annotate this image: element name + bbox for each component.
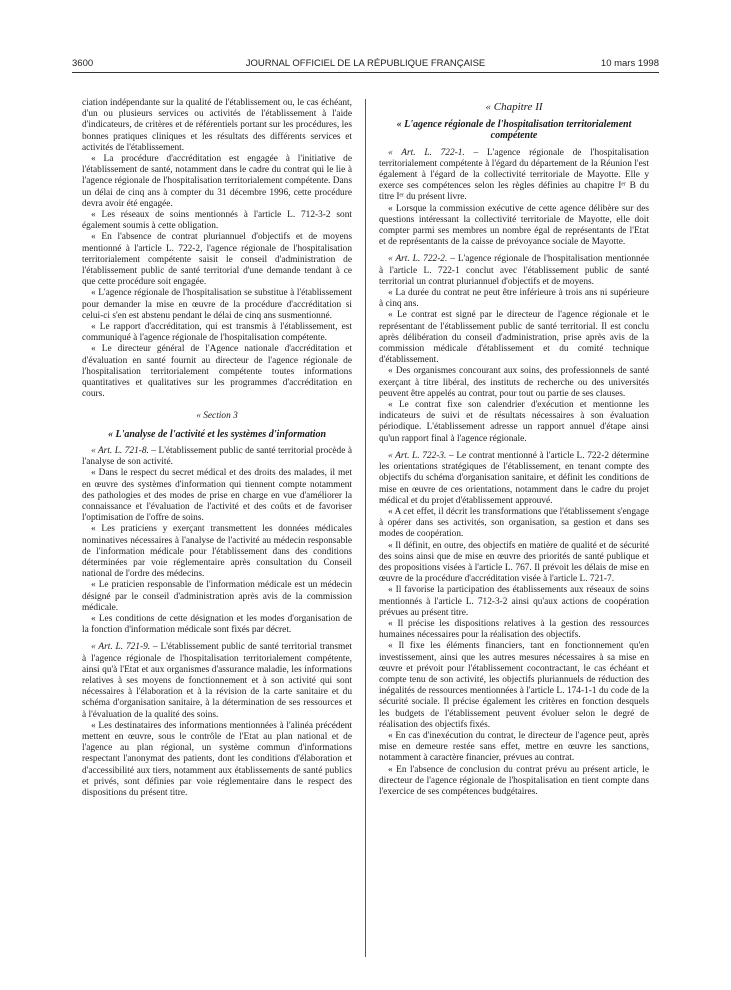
article-text: – L'établissement public de santé territorial procède à l'analyse de son activité. bbox=[82, 445, 352, 468]
paragraph: « Le contrat fixe son calendrier d'exécution et mentionne les indicateurs de suivi et de résultats nécessaires à son évaluation périodique. L'établissement adresse un rapport annuel d'étape ainsi qu'un rapport final à l'agence régionale. bbox=[379, 400, 649, 444]
article-text: – L'établissement public de santé territorial transmet à l'agence régionale de l'hospitalisation territorialement compétente, ainsi qu'à l'Etat et aux organismes d'assurance maladie, les informations relatives à ses moyens de fonctionnement et à son activité qui sont nécessaires à l'élaboration et à la révision de la carte sanitaire et du schéma d'organisation sanitaire, à la détermination de ses ressources et à l'évaluation de la qualité des soins. bbox=[82, 642, 352, 720]
article-reference: « Art. L. 722-2. bbox=[388, 254, 448, 265]
article-reference: « Art. L. 722-1. bbox=[388, 147, 465, 158]
paragraph: ciation indépendante sur la qualité de l'établissement ou, le cas échéant, d'un ou plusieurs services ou activités de l'établissement à l'aide d'indicateurs, de critères et de référentiels portant sur les procédures, les bonnes pratiques cliniques et les résultats des différents services et activités de l'établissement. bbox=[82, 98, 352, 153]
paragraph: « Le directeur général de l'Agence nationale d'accréditation et d'évaluation en santé fournit au directeur de l'agence régionale de l'hospitalisation territorialement compétente toutes informations quantitatives et qualitatives sur les programmes d'accréditation en cours. bbox=[82, 344, 352, 400]
paragraph: « Les destinataires des informations mentionnées à l'alinéa précédent mettent en œuvre, sous le contrôle de l'Etat au plan national et de l'agence au plan régional, un système commun d'informations respectant l'anonymat des patients, dont les conditions d'élaboration et d'accessibilité aux tiers, notamment aux établissements de santé publics et privés, sont définies par voie réglementaire dans le respect des dispositions du présent titre. bbox=[82, 720, 352, 798]
paragraph: « En l'absence de contrat pluriannuel d'objectifs et de moyens mentionné à l'article L. 722-2, l'agence régionale de l'hospitalisation territorialement compétente saisit le conseil d'administration de l'établissement public de santé territorial d'une demande tendant à ce que cette procédure soit engagée. bbox=[82, 232, 352, 288]
right-column bbox=[379, 102, 649, 798]
paragraph: « A cet effet, il décrit les transformations que l'établissement s'engage à opérer dans ses activités, son organisation, sa gestion et dans ses modes de coopération. bbox=[379, 506, 649, 540]
section-heading: « Section 3 bbox=[196, 411, 238, 422]
paragraph: « Des organismes concourant aux soins, des professionnels de santé exerçant à titre libéral, des instituts de recherche ou des universités peuvent être appelés au contrat, pour tout ou partie de ses clauses. bbox=[379, 366, 649, 399]
paragraph: « La durée du contrat ne peut être inférieure à trois ans ni supérieure à cinq ans. bbox=[379, 288, 649, 310]
paragraph: « Les conditions de cette désignation et les modes d'organisation de la fonction d'information médicale sont fixés par décret. bbox=[82, 613, 352, 636]
paragraph: « Le contrat est signé par le directeur de l'agence régionale et le représentant de l'établissement public de santé territorial. Il est conclu après délibération du conseil d'administration, prise après avis de la commission médicale d'établissement et du comité technique d'établissement. bbox=[379, 310, 649, 366]
left-column bbox=[82, 98, 352, 799]
article-reference: « Art. L. 721-8. bbox=[91, 445, 149, 456]
article-paragraph bbox=[379, 451, 649, 507]
article-text: – Le contrat mentionné à l'article L. 722-2 détermine les orientations stratégiques de l'établissement, en tenant compte des objectifs du schéma d'organisation sanitaire, et définit les conditions de mise en œuvre de ces orientations, notamment dans le cadre du projet médical et du projet d'établissement approuvé. bbox=[379, 450, 649, 506]
chapter-title: « L'agence régionale de l'hospitalisation territorialement compétente bbox=[396, 119, 632, 142]
header-rule bbox=[72, 72, 659, 73]
article-paragraph bbox=[82, 446, 352, 468]
paragraph: « En cas d'inexécution du contrat, le directeur de l'agence peut, après mise en demeure restée sans effet, mettre en œuvre les sanctions, notamment à caractère financier, prévues au contrat. bbox=[379, 730, 649, 764]
paragraph: « L'agence régionale de l'hospitalisation se substitue à l'établissement pour demander la mise en œuvre de la procédure d'accréditation si celui-ci s'en est abstenu pendant le délai de cinq ans susmentionné. bbox=[82, 288, 352, 321]
paragraph: « Il favorise la participation des établissements aux réseaux de soins mentionnés à l'article L. 712-3-2 ainsi qu'aux actions de coopération prévues au présent titre. bbox=[379, 585, 649, 618]
paragraph: « Lorsque la commission exécutive de cette agence délibère sur des questions intéressant la collectivité territoriale de Mayotte, elle doit compter parmi ses membres un nombre égal de représentants de l'Etat et de représentants de la caisse de prévoyance sociale de Mayotte. bbox=[379, 203, 649, 248]
section-title: « L'analyse de l'activité et les systèmes d'information bbox=[107, 428, 327, 440]
paragraph: « Le praticien responsable de l'information médicale est un médecin désigné par le conseil d'administration après avis de la commission médicale. bbox=[82, 580, 352, 613]
article-text: – L'agence régionale de l'hospitalisation mentionnée à l'article L. 722-1 conclut avec l'établissement public de santé territorial un contrat pluriannuel d'objectifs et de moyens. bbox=[379, 254, 649, 287]
article-reference: « Art. L. 721-9. bbox=[91, 642, 151, 653]
article-paragraph bbox=[379, 254, 649, 288]
chapter-heading: « Chapitre II bbox=[485, 101, 543, 113]
issue-date: 10 mars 1998 bbox=[600, 58, 659, 69]
paragraph: « Il définit, en outre, des objectifs en matière de qualité et de sécurité des soins ainsi que de mise en œuvre des priorités de santé publique et des propositions visées à l'article L. 767. Il prévoit les délais de mise en œuvre de la procédure d'accréditation visée à l'article L. 721-7. bbox=[379, 540, 649, 585]
paragraph: « Il fixe les éléments financiers, tant en fonctionnement qu'en investissement, ainsi que les autres mesures nécessaires à sa mise en œuvre et prévoit pour l'établissement cocontractant, le cas échéant et compte tenu de son activité, les objectifs pluriannuels de réduction des inégalités de ressources mentionnées à l'article L. 174-1-1 du code de la sécurité sociale. Il précise également les critères en fonction desquels les budgets de l'établissement peuvent évoluer selon le degré de réalisation des objectifs fixés. bbox=[379, 641, 649, 730]
paragraph: « Il précise les dispositions relatives à la gestion des ressources humaines nécessaires pour la réalisation des objectifs. bbox=[379, 618, 649, 641]
column-separator bbox=[365, 99, 366, 957]
paragraph: « En l'absence de conclusion du contrat prévu au présent article, le directeur de l'agence régionale de l'hospitalisation en tient compte dans l'exercice de ses compétences budgétaires. bbox=[379, 764, 649, 797]
article-paragraph bbox=[82, 642, 352, 720]
paragraph: « Dans le respect du secret médical et des droits des malades, il met en œuvre des systèmes d'information qui tiennent compte notamment des pathologies et des modes de prise en charge en vue d'améliorer la connaissance et l'évaluation de l'activité et des coûts et de favoriser l'optimisation de l'offre de soins. bbox=[82, 468, 352, 524]
article-text: – L'agence régionale de l'hospitalisation territorialement compétente à l'égard du département de la Réunion l'est également à l'égard de la collectivité territoriale de Mayotte. Elle y exerce ses compétences selon les règles définies au chapitre Iᵉʳ B du titre Iᵉʳ du présent livre. bbox=[379, 147, 649, 203]
paragraph: « Le rapport d'accréditation, qui est transmis à l'établissement, est communiqué à l'agence régionale de l'hospitalisation compétente. bbox=[82, 322, 352, 344]
article-reference: « Art. L. 722-3. bbox=[388, 450, 447, 461]
paragraph: « Les réseaux de soins mentionnés à l'article L. 712-3-2 sont également soumis à cette obligation. bbox=[82, 210, 352, 232]
journal-title: JOURNAL OFFICIEL DE LA RÉPUBLIQUE FRANÇAISE bbox=[245, 58, 486, 69]
paragraph: « La procédure d'accréditation est engagée à l'initiative de l'établissement de santé, notamment dans le cadre du contrat qui le lie à l'agence régionale de l'hospitalisation territorialement compétente. Dans un délai de cinq ans à compter du 31 décembre 1996, cette procédure devra avoir été engagée. bbox=[82, 154, 352, 209]
article-paragraph bbox=[379, 148, 649, 204]
page-number: 3600 bbox=[72, 58, 94, 69]
paragraph: « Les praticiens y exerçant transmettent les données médicales nominatives nécessaires à l'analyse de l'activité au médecin responsable de l'information médicale pour l'établissement dans des conditions déterminées par voie réglementaire après consultation du Conseil national de l'ordre des médecins. bbox=[82, 524, 352, 580]
